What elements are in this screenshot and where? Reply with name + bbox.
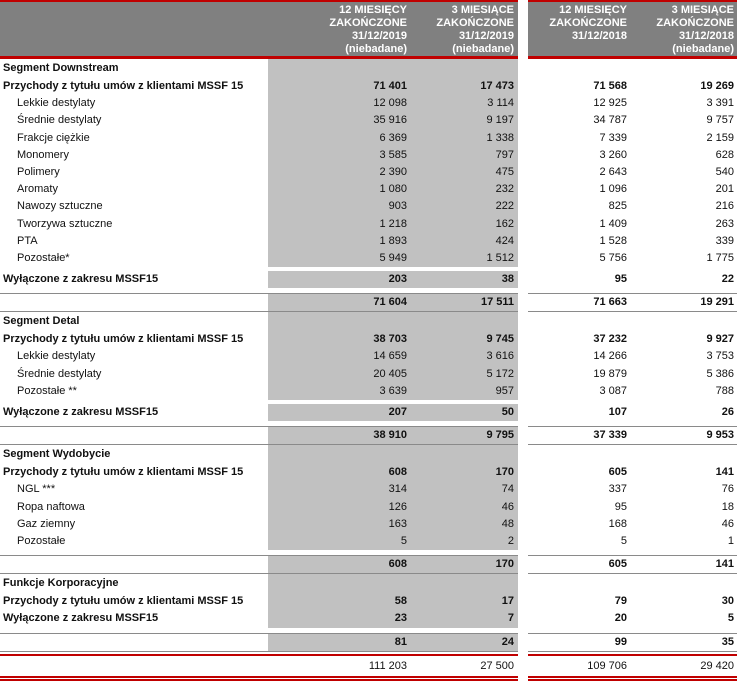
row-label: Pozostałe xyxy=(17,534,66,547)
value-cell: 6 369 xyxy=(268,130,410,147)
header-line: 31/12/2018 xyxy=(678,30,734,42)
row-label: Polimery xyxy=(17,165,60,178)
table-row xyxy=(0,198,737,215)
value-cell xyxy=(528,312,630,331)
value-cell: 9 953 xyxy=(630,426,737,445)
value-cell: 35 xyxy=(630,633,737,652)
row-label: Frakcje ciężkie xyxy=(17,131,90,144)
header-line: (niebadane) xyxy=(452,43,514,55)
row-label xyxy=(0,656,268,676)
value-cell: 9 795 xyxy=(410,426,518,445)
value-cell: 17 473 xyxy=(410,78,518,95)
value-cell xyxy=(410,574,518,593)
value-cell: 24 xyxy=(410,633,518,652)
value-cell: 12 925 xyxy=(593,97,627,110)
value-cell: 5 xyxy=(620,534,627,547)
value-cell: 81 xyxy=(268,633,410,652)
table-row xyxy=(0,233,737,250)
column-gap xyxy=(518,366,528,383)
column-header-2019-12m xyxy=(268,0,410,59)
value-cell: 903 xyxy=(268,198,410,215)
header-line: ZAKOŃCZONE xyxy=(329,17,407,29)
row-label: Lekkie destylaty xyxy=(17,350,96,363)
row-label: Przychody z tytułu umów z klientami MSSF 15 xyxy=(3,80,244,92)
value-cell: 18 xyxy=(721,500,734,513)
value-cell: 99 xyxy=(528,633,630,652)
value-cell: 337 xyxy=(608,483,627,496)
column-gap xyxy=(518,555,528,574)
value-cell: 9 745 xyxy=(410,331,518,348)
value-cell: 9 757 xyxy=(706,114,734,127)
value-cell xyxy=(410,59,518,78)
subtotal-row xyxy=(0,426,737,445)
row-label xyxy=(0,555,268,574)
table-row xyxy=(0,271,737,288)
header-line: 31/12/2019 xyxy=(458,30,514,42)
column-gap xyxy=(518,312,528,331)
value-cell: 38 xyxy=(410,271,518,288)
value-cell: 1 338 xyxy=(410,130,518,147)
value-cell: 1 096 xyxy=(599,183,627,196)
column-gap xyxy=(518,426,528,445)
value-cell: 50 xyxy=(410,404,518,421)
row-label: Nawozy sztuczne xyxy=(17,200,103,213)
column-gap xyxy=(518,130,528,147)
section-title: Segment Downstream xyxy=(3,62,119,74)
table-header-row xyxy=(0,0,737,59)
subtotal-row xyxy=(0,633,737,652)
value-cell: 19 269 xyxy=(700,80,734,92)
value-cell: 797 xyxy=(410,147,518,164)
row-label: Gaz ziemny xyxy=(17,517,76,530)
column-gap xyxy=(518,147,528,164)
column-gap xyxy=(518,198,528,215)
value-cell: 263 xyxy=(715,217,734,230)
value-cell: 201 xyxy=(715,183,734,196)
value-cell: 26 xyxy=(721,406,734,418)
table-row xyxy=(0,112,737,129)
value-cell: 58 xyxy=(268,593,410,610)
header-line: 31/12/2019 xyxy=(351,30,407,42)
value-cell: 14 659 xyxy=(268,348,410,365)
value-cell: 141 xyxy=(715,466,734,479)
value-cell: 424 xyxy=(410,233,518,250)
value-cell: 605 xyxy=(608,466,627,479)
value-cell: 2 390 xyxy=(268,164,410,181)
table-row xyxy=(0,481,737,498)
section-row xyxy=(0,312,737,331)
table-row xyxy=(0,164,737,181)
column-gap xyxy=(518,574,528,593)
value-cell: 38 910 xyxy=(268,426,410,445)
value-cell: 5 xyxy=(268,533,410,550)
column-gap xyxy=(518,95,528,112)
column-gap xyxy=(518,250,528,267)
value-cell: 163 xyxy=(268,516,410,533)
table-row xyxy=(0,78,737,95)
value-cell: 20 xyxy=(614,612,627,625)
section-title: Segment Wydobycie xyxy=(3,448,111,461)
value-cell: 788 xyxy=(715,384,734,397)
header-line: 12 MIESIĘCY xyxy=(559,4,627,16)
value-cell: 2 xyxy=(410,533,518,550)
value-cell xyxy=(410,312,518,331)
value-cell: 216 xyxy=(715,200,734,213)
column-gap xyxy=(518,481,528,498)
value-cell: 540 xyxy=(715,165,734,178)
value-cell: 5 xyxy=(727,612,734,625)
table-row xyxy=(0,181,737,198)
subtotal-row xyxy=(0,293,737,312)
header-line: ZAKOŃCZONE xyxy=(549,17,627,29)
table-row xyxy=(0,404,737,421)
value-cell: 1 080 xyxy=(268,181,410,198)
value-cell: 20 405 xyxy=(268,366,410,383)
value-cell: 12 098 xyxy=(268,95,410,112)
row-label: Aromaty xyxy=(17,183,58,196)
value-cell: 46 xyxy=(410,499,518,516)
value-cell: 2 159 xyxy=(706,131,734,144)
column-gap xyxy=(518,404,528,421)
value-cell: 22 xyxy=(721,273,734,286)
value-cell xyxy=(630,312,737,331)
section-row xyxy=(0,59,737,78)
row-label xyxy=(0,293,268,312)
value-cell: 162 xyxy=(410,216,518,233)
row-label: Lekkie destylaty xyxy=(17,97,96,110)
value-cell: 71 568 xyxy=(593,80,627,92)
value-cell xyxy=(630,445,737,464)
table-row xyxy=(0,383,737,400)
column-gap xyxy=(518,293,528,312)
value-cell xyxy=(268,574,410,593)
column-gap xyxy=(518,0,528,59)
value-cell: 7 339 xyxy=(599,131,627,144)
value-cell: 3 114 xyxy=(410,95,518,112)
value-cell: 314 xyxy=(268,481,410,498)
value-cell: 76 xyxy=(721,483,734,496)
column-gap xyxy=(518,516,528,533)
value-cell: 3 753 xyxy=(706,350,734,363)
value-cell: 207 xyxy=(268,404,410,421)
table-row xyxy=(0,348,737,365)
value-cell: 23 xyxy=(268,610,410,627)
value-cell: 9 197 xyxy=(410,112,518,129)
value-cell: 9 927 xyxy=(706,333,734,346)
table-row xyxy=(0,250,737,267)
value-cell: 19 879 xyxy=(593,367,627,380)
column-header-2018-12m xyxy=(528,0,630,59)
value-cell: 475 xyxy=(410,164,518,181)
value-cell: 17 xyxy=(410,593,518,610)
value-cell: 605 xyxy=(528,555,630,574)
value-cell: 168 xyxy=(608,517,627,530)
value-cell xyxy=(268,59,410,78)
value-cell: 74 xyxy=(410,481,518,498)
column-gap xyxy=(518,464,528,481)
value-cell: 14 266 xyxy=(593,350,627,363)
header-line: (niebadane) xyxy=(345,43,407,55)
header-line: 3 MIESIĄCE xyxy=(451,4,514,16)
value-cell xyxy=(528,445,630,464)
column-gap xyxy=(518,233,528,250)
value-cell: 1 528 xyxy=(599,234,627,247)
section-title: Funkcje Korporacyjne xyxy=(3,577,119,590)
header-line: 3 MIESIĄCE xyxy=(671,4,734,16)
value-cell: 3 585 xyxy=(268,147,410,164)
value-cell: 48 xyxy=(410,516,518,533)
value-cell: 3 639 xyxy=(268,383,410,400)
table-row xyxy=(0,464,737,481)
value-cell: 34 787 xyxy=(593,114,627,127)
column-gap xyxy=(518,633,528,652)
value-cell: 79 xyxy=(614,595,627,608)
value-cell: 111 203 xyxy=(368,660,407,672)
column-gap xyxy=(518,59,528,78)
value-cell: 2 643 xyxy=(599,165,627,178)
table-row xyxy=(0,130,737,147)
column-gap xyxy=(518,271,528,288)
column-gap xyxy=(518,593,528,610)
column-gap xyxy=(518,164,528,181)
table-row xyxy=(0,331,737,348)
column-gap xyxy=(518,445,528,464)
value-cell: 3 616 xyxy=(410,348,518,365)
column-gap xyxy=(518,348,528,365)
header-line: (niebadane) xyxy=(672,43,734,55)
row-label xyxy=(0,633,268,652)
row-label: PTA xyxy=(17,234,38,247)
column-gap xyxy=(518,216,528,233)
value-cell: 339 xyxy=(715,234,734,247)
value-cell: 608 xyxy=(268,464,410,481)
value-cell: 46 xyxy=(721,517,734,530)
value-cell: 7 xyxy=(410,610,518,627)
table-row xyxy=(0,95,737,112)
value-cell: 38 703 xyxy=(268,331,410,348)
row-label: Pozostałe ** xyxy=(17,384,77,397)
row-label xyxy=(0,426,268,445)
column-gap xyxy=(518,610,528,627)
value-cell xyxy=(268,445,410,464)
grand-total-row xyxy=(0,656,737,676)
value-cell: 5 386 xyxy=(706,367,734,380)
column-gap xyxy=(518,78,528,95)
column-gap xyxy=(518,656,528,676)
value-cell: 232 xyxy=(410,181,518,198)
value-cell: 17 511 xyxy=(410,293,518,312)
row-label: Średnie destylaty xyxy=(17,114,102,127)
value-cell: 19 291 xyxy=(630,293,737,312)
column-gap xyxy=(518,533,528,550)
subtotal-row xyxy=(0,555,737,574)
value-cell: 107 xyxy=(608,406,627,418)
header-line: 12 MIESIĘCY xyxy=(339,4,407,16)
value-cell: 141 xyxy=(630,555,737,574)
value-cell: 628 xyxy=(715,148,734,161)
table-row xyxy=(0,516,737,533)
value-cell xyxy=(528,574,630,593)
table-row xyxy=(0,533,737,550)
value-cell: 1 409 xyxy=(599,217,627,230)
value-cell: 203 xyxy=(268,271,410,288)
value-cell: 5 949 xyxy=(268,250,410,267)
value-cell: 71 604 xyxy=(268,293,410,312)
row-label: Pozostałe* xyxy=(17,251,70,264)
row-label: Średnie destylaty xyxy=(17,367,102,380)
table-row xyxy=(0,499,737,516)
value-cell: 608 xyxy=(268,555,410,574)
table-row xyxy=(0,610,737,627)
value-cell: 3 391 xyxy=(706,97,734,110)
header-label-spacer xyxy=(0,0,268,59)
value-cell: 825 xyxy=(608,200,627,213)
header-line: ZAKOŃCZONE xyxy=(656,17,734,29)
value-cell: 170 xyxy=(410,555,518,574)
value-cell xyxy=(410,445,518,464)
table-row xyxy=(0,593,737,610)
value-cell: 5 172 xyxy=(410,366,518,383)
value-cell: 1 512 xyxy=(410,250,518,267)
column-header-2019-3m xyxy=(410,0,518,59)
value-cell: 1 218 xyxy=(268,216,410,233)
row-label: Monomery xyxy=(17,148,69,161)
section-row xyxy=(0,574,737,593)
value-cell: 37 232 xyxy=(593,333,627,346)
row-label: NGL *** xyxy=(17,483,56,496)
row-label: Przychody z tytułu umów z klientami MSSF 15 xyxy=(3,333,244,346)
value-cell: 126 xyxy=(268,499,410,516)
value-cell xyxy=(630,59,737,78)
row-label: Przychody z tytułu umów z klientami MSSF 15 xyxy=(3,595,244,608)
value-cell: 3 260 xyxy=(599,148,627,161)
column-gap xyxy=(518,331,528,348)
column-gap xyxy=(518,181,528,198)
value-cell: 109 706 xyxy=(587,660,627,672)
column-header-2018-3m xyxy=(630,0,737,59)
row-label: Tworzywa sztuczne xyxy=(17,217,113,230)
value-cell: 29 420 xyxy=(700,660,734,672)
row-label: Wyłączone z zakresu MSSF15 xyxy=(3,406,159,418)
row-label: Wyłączone z zakresu MSSF15 xyxy=(3,612,159,625)
column-gap xyxy=(518,499,528,516)
row-label: Przychody z tytułu umów z klientami MSSF 15 xyxy=(3,466,244,479)
section-row xyxy=(0,445,737,464)
value-cell: 71 663 xyxy=(528,293,630,312)
table-row xyxy=(0,147,737,164)
value-cell xyxy=(630,574,737,593)
value-cell: 95 xyxy=(614,273,627,286)
value-cell: 957 xyxy=(410,383,518,400)
table-row xyxy=(0,366,737,383)
value-cell: 95 xyxy=(614,500,627,513)
value-cell: 1 893 xyxy=(268,233,410,250)
table-row xyxy=(0,216,737,233)
row-label: Ropa naftowa xyxy=(17,500,85,513)
header-line: ZAKOŃCZONE xyxy=(436,17,514,29)
value-cell: 1 775 xyxy=(706,251,734,264)
value-cell: 3 087 xyxy=(599,384,627,397)
value-cell xyxy=(528,59,630,78)
column-gap xyxy=(518,383,528,400)
value-cell: 30 xyxy=(721,595,734,608)
value-cell: 1 xyxy=(727,534,734,547)
header-line: 31/12/2018 xyxy=(571,30,627,42)
section-title: Segment Detal xyxy=(3,315,80,328)
value-cell: 71 401 xyxy=(268,78,410,95)
value-cell: 222 xyxy=(410,198,518,215)
value-cell: 5 756 xyxy=(599,251,627,264)
value-cell: 170 xyxy=(410,464,518,481)
value-cell: 37 339 xyxy=(528,426,630,445)
value-cell xyxy=(268,312,410,331)
row-label: Wyłączone z zakresu MSSF15 xyxy=(3,273,159,286)
value-cell: 35 916 xyxy=(268,112,410,129)
value-cell: 27 500 xyxy=(480,660,514,672)
column-gap xyxy=(518,112,528,129)
